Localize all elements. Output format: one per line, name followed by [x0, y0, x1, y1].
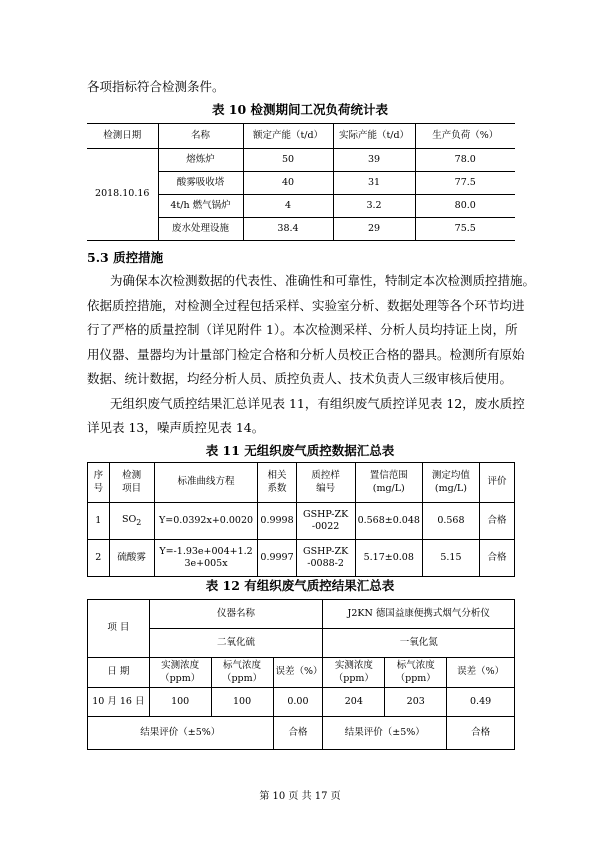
table10-header-cell: 名称 — [158, 124, 243, 149]
item-text: 硫酸雾 — [117, 551, 146, 563]
table-cell: 10 月 16 日 — [88, 688, 150, 717]
header-text: （ppm） — [395, 672, 436, 684]
paragraph-line: 依据质控措施，对检测全过程包括采样、实验室分析、数据处理等各个环节均进 — [87, 298, 525, 313]
table-cell: 0.49 — [447, 688, 515, 717]
intro-tail-text: 各项指标符合检测条件。 — [87, 79, 225, 94]
table-cell: 2 — [88, 540, 110, 577]
table-cell: 熔炼炉 — [158, 149, 243, 172]
table12 — [87, 599, 515, 750]
table-cell: 39 — [333, 149, 415, 172]
table10-header-cell: 实际产能（t/d） — [333, 124, 415, 149]
table-row — [88, 629, 515, 658]
table-cell — [109, 503, 154, 540]
header-text: 置信范围 — [369, 470, 408, 482]
sample-text: -0088-2 — [307, 558, 344, 569]
equation-text: Y=0.0392x+0.0020 — [159, 514, 254, 526]
header-text: 编号 — [316, 482, 336, 494]
item-text: SO — [121, 513, 137, 525]
table-cell: 废水处理设施 — [158, 218, 243, 241]
table-cell: 1 — [88, 503, 110, 540]
header-text: 相关 — [267, 470, 287, 482]
header-text: 检测 — [122, 470, 142, 482]
table-cell: 31 — [333, 172, 415, 195]
table12-caption: 表 12 有组织废气质控结果汇总表 — [205, 578, 395, 593]
table10-header-cell: 额定产能（t/d） — [243, 124, 333, 149]
table11-header-cell — [422, 463, 479, 503]
section-heading: 5.3 质控措施 — [87, 250, 164, 265]
measured-header-cell — [323, 658, 385, 688]
table-cell: 5.17±0.08 — [355, 540, 422, 577]
table-cell: 50 — [243, 149, 333, 172]
header-text: 实测浓度 — [161, 660, 200, 672]
table-cell: 38.4 — [243, 218, 333, 241]
table11-caption: 表 11 无组织废气质控数据汇总表 — [205, 443, 395, 458]
table11-header-cell — [296, 463, 355, 503]
page-footer: 第 10 页 共 17 页 — [259, 791, 341, 802]
table-row — [88, 688, 515, 717]
table11-header-cell — [154, 463, 258, 503]
paragraph-line: 无组织废气质控结果汇总详见表 11，有组织废气质控详见表 12，废水质控 — [110, 396, 525, 411]
table11-header-row — [88, 463, 515, 503]
table-cell: 100 — [149, 688, 211, 717]
table-cell: 0.9997 — [258, 540, 296, 577]
table-cell: 80.0 — [415, 195, 515, 218]
table-cell: 204 — [323, 688, 385, 717]
table-row — [88, 717, 515, 750]
table-cell: 0.9998 — [258, 503, 296, 540]
header-text: 标气浓度 — [223, 660, 262, 672]
table-cell: 0.568 — [422, 503, 479, 540]
table-cell — [109, 540, 154, 577]
table-cell — [154, 540, 258, 577]
table-cell: 78.0 — [415, 149, 515, 172]
table10-header-cell: 检测日期 — [87, 124, 158, 149]
error-header-cell: 误差（%） — [273, 658, 323, 688]
eval-a-cell: 合格 — [273, 717, 323, 750]
table-row — [88, 600, 515, 629]
equation-text: Y=-1.93e+004+1.2 — [159, 545, 253, 557]
table11-header-cell — [479, 463, 514, 503]
header-text: 质控样 — [311, 470, 340, 482]
standard-header-cell — [211, 658, 273, 688]
project-label-cell: 项 目 — [88, 600, 150, 658]
eval-label-cell: 结果评价（±5%） — [323, 717, 447, 750]
paragraph-line: 用仪器、量器均为计量部门检定合格和分析人员校正合格的器具。检测所有原始 — [87, 347, 525, 362]
eval-label-cell: 结果评价（±5%） — [88, 717, 274, 750]
eval-b-cell: 合格 — [447, 717, 515, 750]
table-cell: 酸雾吸收塔 — [158, 172, 243, 195]
header-text: （ppm） — [333, 672, 374, 684]
table11-header-cell — [88, 463, 110, 503]
sample-text: GSHP-ZK — [303, 545, 349, 557]
header-text: (mg/L) — [434, 482, 467, 494]
table-cell: 4 — [243, 195, 333, 218]
header-text: 号 — [93, 482, 104, 494]
paragraph-line: 行了严格的质量控制（详见附件 1）。本次检测采样、分析人员均持证上岗，所 — [87, 322, 518, 337]
table10-caption: 表 10 检测期间工况负荷统计表 — [211, 102, 389, 117]
table10 — [87, 123, 515, 241]
paragraph-line: 为确保本次检测数据的代表性、准确性和可靠性，特制定本次检测质控措施。 — [110, 273, 536, 288]
table-cell: 3.2 — [333, 195, 415, 218]
error-header-cell: 误差（%） — [447, 658, 515, 688]
header-text: 实测浓度 — [334, 660, 373, 672]
header-text: 序 — [93, 470, 104, 482]
header-text: 项目 — [122, 482, 142, 494]
date-label-cell: 日 期 — [88, 658, 150, 688]
paragraph-line: 数据、统计数据，均经分析人员、质控负责人、技术负责人三级审核后使用。 — [87, 371, 513, 386]
table-cell: 合格 — [479, 503, 514, 540]
header-text: 测定均值 — [431, 470, 470, 482]
header-text: 标气浓度 — [396, 660, 435, 672]
table11-header-cell — [355, 463, 422, 503]
header-text: 系数 — [267, 482, 287, 494]
table10-header-row — [87, 124, 515, 149]
header-text: (mg/L) — [372, 482, 405, 494]
table-row — [87, 149, 515, 172]
equation-text: 3e+005x — [184, 558, 228, 569]
instrument-label-cell: 仪器名称 — [149, 600, 323, 629]
table-cell — [296, 540, 355, 577]
sample-text: GSHP-ZK — [303, 508, 349, 520]
table11-header-cell — [258, 463, 296, 503]
table-cell: 0.568±0.048 — [355, 503, 422, 540]
standard-header-cell — [385, 658, 447, 688]
paragraph-line: 详见表 13，噪声质控见表 14。 — [87, 420, 265, 435]
table-cell — [154, 503, 258, 540]
table-cell: 75.5 — [415, 218, 515, 241]
table-cell: 5.15 — [422, 540, 479, 577]
pollutant-a-cell: 二氧化硫 — [149, 629, 323, 658]
table-cell: 203 — [385, 688, 447, 717]
table-row — [88, 540, 515, 577]
header-text: （ppm） — [221, 672, 263, 684]
header-text: （ppm） — [160, 672, 201, 684]
header-text: 评价 — [487, 476, 507, 488]
instrument-value-cell: J2KN 德国益康便携式烟气分析仪 — [323, 600, 515, 629]
table11-header-cell — [109, 463, 154, 503]
table11 — [87, 462, 515, 577]
table-cell: 77.5 — [415, 172, 515, 195]
table-row — [88, 658, 515, 688]
table-cell: 40 — [243, 172, 333, 195]
table-cell: 4t/h 燃气锅炉 — [158, 195, 243, 218]
table-cell — [296, 503, 355, 540]
table-cell: 0.00 — [273, 688, 323, 717]
sample-text: -0022 — [311, 521, 340, 532]
pollutant-b-cell: 一氧化氮 — [323, 629, 515, 658]
measured-header-cell — [149, 658, 211, 688]
item-subscript: 2 — [136, 517, 142, 527]
table-cell: 29 — [333, 218, 415, 241]
header-text: 标准曲线方程 — [177, 476, 235, 488]
table-cell: 100 — [211, 688, 273, 717]
table10-date-cell: 2018.10.16 — [87, 149, 158, 241]
table10-header-cell: 生产负荷（%） — [415, 124, 515, 149]
table-row — [88, 503, 515, 540]
table-cell: 合格 — [479, 540, 514, 577]
